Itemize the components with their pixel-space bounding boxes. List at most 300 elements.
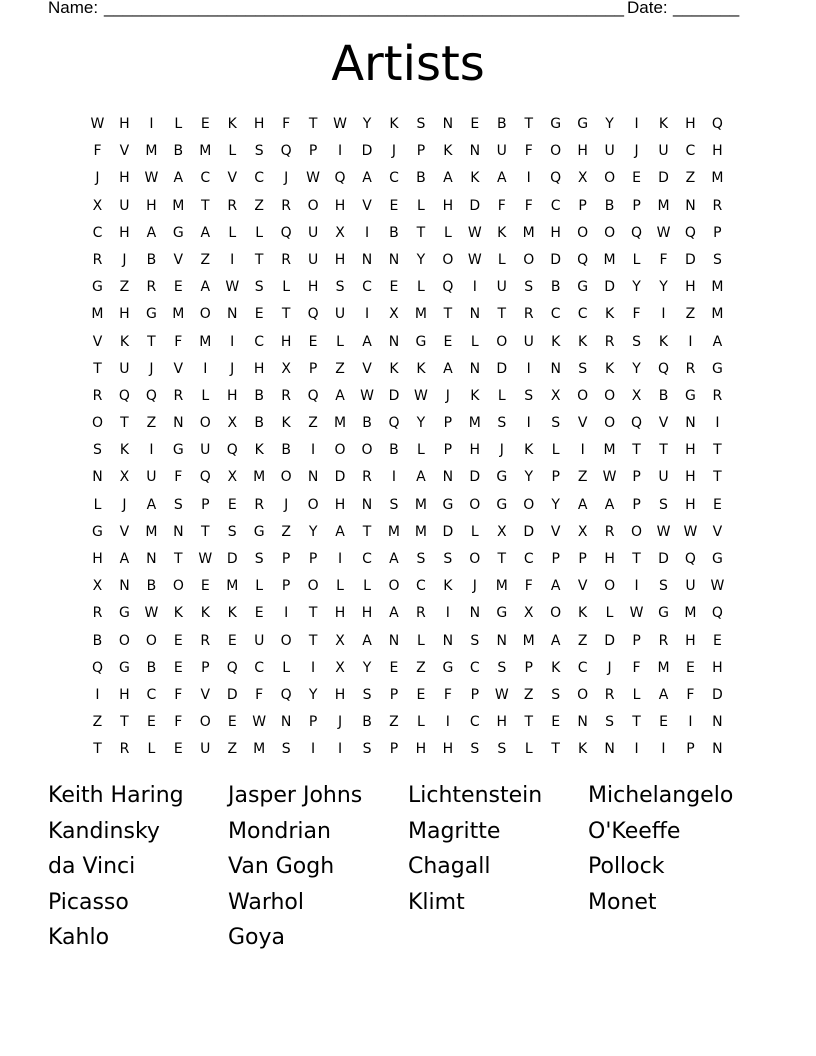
grid-letter[interactable]: M <box>387 523 400 540</box>
grid-letter[interactable]: U <box>200 442 211 459</box>
grid-letter[interactable]: S <box>524 279 534 296</box>
grid-letter[interactable]: N <box>469 360 481 377</box>
grid-letter[interactable]: I <box>337 143 343 160</box>
grid-letter[interactable]: S <box>497 741 507 758</box>
grid-letter[interactable]: S <box>362 741 372 758</box>
grid-letter[interactable]: W <box>467 251 482 268</box>
grid-letter[interactable]: L <box>497 387 506 404</box>
grid-letter[interactable]: S <box>227 523 237 540</box>
grid-letter[interactable]: I <box>715 415 720 432</box>
grid-letter[interactable]: M <box>522 224 535 241</box>
grid-letter[interactable]: I <box>445 605 450 622</box>
grid-letter[interactable]: Z <box>281 523 291 540</box>
grid-letter[interactable]: O <box>496 333 508 350</box>
grid-letter[interactable]: S <box>497 659 507 676</box>
grid-letter[interactable]: H <box>712 143 723 160</box>
grid-letter[interactable]: Q <box>280 686 292 703</box>
grid-letter[interactable]: W <box>333 116 347 132</box>
grid-letter[interactable]: M <box>657 197 670 214</box>
grid-letter[interactable]: O <box>469 551 481 567</box>
grid-letter[interactable]: K <box>551 333 561 350</box>
grid-letter[interactable]: G <box>172 224 184 241</box>
grid-letter[interactable]: N <box>307 469 319 486</box>
grid-letter[interactable]: G <box>442 496 454 513</box>
grid-letter[interactable]: P <box>524 659 533 676</box>
grid-letter[interactable]: Z <box>92 714 103 731</box>
grid-letter[interactable]: A <box>362 170 372 187</box>
grid-letter[interactable]: Q <box>657 360 669 377</box>
grid-letter[interactable]: A <box>577 496 588 513</box>
grid-letter[interactable]: C <box>577 306 588 323</box>
grid-letter[interactable]: X <box>281 360 291 377</box>
grid-letter[interactable]: K <box>119 333 130 350</box>
grid-letter[interactable]: I <box>337 551 343 567</box>
grid-letter[interactable]: Q <box>199 469 211 486</box>
grid-letter[interactable]: M <box>495 578 508 595</box>
grid-letter[interactable]: B <box>281 442 291 459</box>
grid-letter[interactable]: H <box>119 686 130 703</box>
grid-letter[interactable]: E <box>416 686 426 703</box>
grid-letter[interactable]: P <box>389 741 399 758</box>
grid-letter[interactable]: H <box>685 279 696 296</box>
grid-letter[interactable]: B <box>146 251 157 268</box>
grid-letter[interactable]: V <box>362 360 372 377</box>
grid-letter[interactable]: H <box>334 686 346 703</box>
grid-letter[interactable]: A <box>550 632 561 649</box>
grid-letter[interactable]: S <box>470 741 480 758</box>
grid-letter[interactable]: N <box>388 251 400 268</box>
grid-letter[interactable]: O <box>577 686 589 703</box>
grid-letter[interactable]: H <box>307 279 319 296</box>
grid-letter[interactable]: Y <box>362 659 372 676</box>
grid-letter[interactable]: G <box>577 279 589 296</box>
grid-letter[interactable]: F <box>282 116 291 132</box>
grid-letter[interactable]: L <box>470 333 479 350</box>
grid-letter[interactable]: J <box>499 442 504 459</box>
grid-letter[interactable]: O <box>523 496 535 513</box>
grid-letter[interactable]: K <box>389 360 399 377</box>
grid-letter[interactable]: T <box>120 415 129 432</box>
grid-letter[interactable]: O <box>550 605 562 622</box>
grid-letter[interactable]: E <box>470 116 480 132</box>
grid-letter[interactable]: T <box>308 605 318 622</box>
grid-letter[interactable]: S <box>497 415 507 432</box>
grid-letter[interactable]: Q <box>577 251 589 268</box>
grid-letter[interactable]: H <box>119 306 130 323</box>
grid-letter[interactable]: T <box>174 551 183 567</box>
grid-letter[interactable]: A <box>173 170 184 187</box>
grid-letter[interactable]: M <box>522 632 535 649</box>
grid-letter[interactable]: X <box>496 523 507 540</box>
grid-letter[interactable]: D <box>523 523 535 540</box>
grid-letter[interactable]: F <box>524 143 533 160</box>
grid-letter[interactable]: B <box>658 387 669 404</box>
grid-letter[interactable]: D <box>658 551 669 567</box>
grid-letter[interactable]: C <box>254 659 265 676</box>
grid-letter[interactable]: X <box>550 387 561 404</box>
grid-letter[interactable]: J <box>607 659 612 676</box>
grid-letter[interactable]: D <box>226 551 238 567</box>
grid-letter[interactable]: C <box>200 170 211 187</box>
grid-letter[interactable]: M <box>199 333 212 350</box>
grid-letter[interactable]: K <box>470 170 480 187</box>
grid-letter[interactable]: I <box>634 741 639 758</box>
grid-letter[interactable]: H <box>685 496 696 513</box>
grid-letter[interactable]: P <box>308 551 318 567</box>
grid-letter[interactable]: P <box>632 496 641 513</box>
grid-letter[interactable]: M <box>145 143 158 160</box>
grid-letter[interactable]: F <box>497 197 506 214</box>
grid-letter[interactable]: S <box>659 578 668 595</box>
grid-letter[interactable]: S <box>281 741 291 758</box>
grid-letter[interactable]: N <box>119 578 130 595</box>
grid-letter[interactable]: Q <box>91 659 103 676</box>
grid-letter[interactable]: O <box>145 632 157 649</box>
grid-letter[interactable]: X <box>631 387 642 404</box>
grid-letter[interactable]: C <box>389 170 399 187</box>
grid-letter[interactable]: V <box>119 143 130 160</box>
grid-letter[interactable]: Z <box>416 659 426 676</box>
grid-letter[interactable]: W <box>225 279 240 296</box>
grid-letter[interactable]: U <box>146 469 157 486</box>
grid-letter[interactable]: V <box>658 415 669 432</box>
grid-letter[interactable]: Q <box>442 279 454 296</box>
grid-letter[interactable]: Q <box>226 442 238 459</box>
grid-letter[interactable]: Q <box>550 170 562 187</box>
grid-letter[interactable]: H <box>334 496 346 513</box>
grid-letter[interactable]: N <box>685 197 696 214</box>
grid-letter[interactable]: F <box>632 659 641 676</box>
grid-letter[interactable]: J <box>149 360 154 377</box>
grid-letter[interactable]: E <box>173 659 183 676</box>
grid-letter[interactable]: E <box>227 632 237 649</box>
grid-letter[interactable]: P <box>578 551 587 567</box>
grid-letter[interactable]: D <box>658 170 669 187</box>
grid-letter[interactable]: P <box>201 496 210 513</box>
grid-letter[interactable]: Q <box>388 415 400 432</box>
grid-letter[interactable]: M <box>226 578 239 595</box>
grid-letter[interactable]: A <box>335 387 345 404</box>
grid-letter[interactable]: N <box>442 632 454 649</box>
grid-letter[interactable]: Y <box>362 116 372 132</box>
grid-letter[interactable]: N <box>496 632 508 649</box>
grid-letter[interactable]: T <box>632 551 641 567</box>
grid-letter[interactable]: K <box>604 306 615 323</box>
grid-letter[interactable]: X <box>227 469 238 486</box>
grid-letter[interactable]: H <box>253 360 265 377</box>
grid-letter[interactable]: T <box>416 224 426 241</box>
grid-letter[interactable]: T <box>308 116 318 132</box>
grid-letter[interactable]: K <box>497 224 507 241</box>
grid-letter[interactable]: I <box>634 116 639 132</box>
grid-letter[interactable]: G <box>496 469 508 486</box>
grid-letter[interactable]: B <box>173 143 184 160</box>
grid-letter[interactable]: Z <box>146 415 157 432</box>
grid-letter[interactable]: I <box>445 714 450 731</box>
grid-letter[interactable]: J <box>284 496 289 513</box>
grid-letter[interactable]: S <box>578 360 588 377</box>
grid-letter[interactable]: I <box>391 469 397 486</box>
grid-letter[interactable]: S <box>551 415 561 432</box>
grid-letter[interactable]: S <box>443 551 453 567</box>
grid-letter[interactable]: Q <box>334 170 346 187</box>
grid-letter[interactable]: E <box>632 170 641 187</box>
grid-letter[interactable]: S <box>551 686 561 703</box>
grid-letter[interactable]: V <box>227 170 238 187</box>
grid-letter[interactable]: U <box>307 251 319 268</box>
grid-letter[interactable]: H <box>712 659 723 676</box>
grid-letter[interactable]: L <box>336 578 344 595</box>
grid-letter[interactable]: H <box>685 632 696 649</box>
grid-letter[interactable]: F <box>255 686 264 703</box>
grid-letter[interactable]: E <box>254 605 264 622</box>
grid-letter[interactable]: H <box>442 197 454 214</box>
grid-letter[interactable]: I <box>526 360 531 377</box>
grid-letter[interactable]: O <box>334 442 346 459</box>
grid-letter[interactable]: O <box>469 496 481 513</box>
grid-letter[interactable]: O <box>307 197 319 214</box>
grid-letter[interactable]: W <box>467 224 482 241</box>
grid-letter[interactable]: D <box>604 632 615 649</box>
grid-letter[interactable]: B <box>550 279 561 296</box>
grid-letter[interactable]: J <box>472 578 477 595</box>
grid-letter[interactable]: U <box>523 333 534 350</box>
grid-letter[interactable]: H <box>496 714 508 731</box>
grid-letter[interactable]: B <box>389 224 399 241</box>
grid-letter[interactable]: M <box>711 306 724 323</box>
grid-letter[interactable]: I <box>95 686 100 703</box>
grid-letter[interactable]: B <box>416 170 426 187</box>
grid-letter[interactable]: L <box>147 741 156 758</box>
grid-letter[interactable]: Q <box>711 605 723 622</box>
grid-letter[interactable]: I <box>364 224 370 241</box>
grid-letter[interactable]: V <box>119 523 130 540</box>
grid-letter[interactable]: Q <box>307 306 319 323</box>
grid-letter[interactable]: Z <box>119 279 130 296</box>
grid-letter[interactable]: N <box>146 551 157 567</box>
grid-letter[interactable]: L <box>417 442 425 459</box>
grid-letter[interactable]: W <box>198 551 213 567</box>
grid-letter[interactable]: R <box>416 605 426 622</box>
grid-letter[interactable]: F <box>659 251 668 268</box>
grid-letter[interactable]: M <box>414 523 427 540</box>
grid-letter[interactable]: X <box>119 469 130 486</box>
grid-letter[interactable]: M <box>253 741 266 758</box>
grid-letter[interactable]: K <box>227 116 237 132</box>
grid-letter[interactable]: L <box>470 523 479 540</box>
grid-letter[interactable]: H <box>334 197 346 214</box>
grid-letter[interactable]: X <box>335 632 345 649</box>
grid-letter[interactable]: Q <box>684 551 696 567</box>
grid-letter[interactable]: R <box>685 360 696 377</box>
grid-letter[interactable]: O <box>307 578 319 595</box>
grid-letter[interactable]: W <box>144 605 159 622</box>
grid-letter[interactable]: W <box>360 387 374 404</box>
grid-letter[interactable]: S <box>712 251 722 268</box>
grid-letter[interactable]: Z <box>577 469 588 486</box>
grid-letter[interactable]: W <box>656 523 671 540</box>
grid-letter[interactable]: E <box>659 714 668 731</box>
grid-letter[interactable]: H <box>685 469 696 486</box>
grid-letter[interactable]: F <box>524 197 533 214</box>
grid-letter[interactable]: A <box>362 632 372 649</box>
grid-letter[interactable]: O <box>577 387 589 404</box>
grid-letter[interactable]: R <box>146 279 157 296</box>
grid-letter[interactable]: T <box>551 741 560 758</box>
grid-letter[interactable]: G <box>415 333 427 350</box>
grid-letter[interactable]: Z <box>577 632 588 649</box>
grid-letter[interactable]: G <box>253 523 265 540</box>
grid-letter[interactable]: V <box>200 686 211 703</box>
grid-letter[interactable]: M <box>711 279 724 296</box>
name-field[interactable]: _______________________________________________________ <box>104 0 625 17</box>
grid-letter[interactable]: J <box>230 360 235 377</box>
grid-letter[interactable]: Q <box>631 224 643 241</box>
grid-letter[interactable]: V <box>173 360 184 377</box>
grid-letter[interactable]: N <box>442 469 454 486</box>
grid-letter[interactable]: A <box>362 333 372 350</box>
grid-letter[interactable]: L <box>497 251 506 268</box>
grid-letter[interactable]: A <box>496 170 507 187</box>
grid-letter[interactable]: J <box>284 170 289 187</box>
grid-letter[interactable]: L <box>417 279 425 296</box>
grid-letter[interactable]: H <box>280 333 292 350</box>
grid-letter[interactable]: F <box>93 143 102 160</box>
grid-letter[interactable]: U <box>334 306 346 323</box>
grid-letter[interactable]: G <box>496 605 508 622</box>
grid-letter[interactable]: S <box>524 387 534 404</box>
grid-letter[interactable]: N <box>442 116 454 132</box>
grid-letter[interactable]: H <box>92 551 103 567</box>
grid-letter[interactable]: Z <box>335 360 345 377</box>
grid-letter[interactable]: D <box>442 523 454 540</box>
grid-letter[interactable]: C <box>254 333 265 350</box>
grid-letter[interactable]: S <box>416 116 426 132</box>
grid-letter[interactable]: E <box>146 714 156 731</box>
grid-letter[interactable]: T <box>201 197 210 214</box>
grid-letter[interactable]: I <box>472 279 477 296</box>
grid-letter[interactable]: H <box>119 170 130 187</box>
grid-letter[interactable]: O <box>199 714 211 731</box>
grid-letter[interactable]: O <box>91 415 103 432</box>
grid-letter[interactable]: F <box>174 333 183 350</box>
grid-letter[interactable]: S <box>335 279 345 296</box>
grid-letter[interactable]: I <box>634 578 639 595</box>
grid-letter[interactable]: I <box>149 116 154 132</box>
grid-letter[interactable]: C <box>577 659 588 676</box>
grid-letter[interactable]: S <box>173 496 183 513</box>
grid-letter[interactable]: P <box>308 714 318 731</box>
grid-letter[interactable]: W <box>90 116 105 132</box>
grid-letter[interactable]: N <box>361 251 373 268</box>
grid-letter[interactable]: N <box>712 741 723 758</box>
grid-letter[interactable]: S <box>254 279 264 296</box>
grid-letter[interactable]: B <box>389 442 399 459</box>
grid-letter[interactable]: U <box>254 632 265 649</box>
grid-letter[interactable]: P <box>686 741 695 758</box>
grid-letter[interactable]: O <box>118 632 130 649</box>
grid-letter[interactable]: G <box>711 360 723 377</box>
grid-letter[interactable]: O <box>550 143 562 160</box>
grid-letter[interactable]: R <box>712 387 723 404</box>
grid-letter[interactable]: H <box>361 605 373 622</box>
grid-letter[interactable]: J <box>634 143 639 160</box>
grid-letter[interactable]: C <box>362 279 372 296</box>
grid-letter[interactable]: T <box>497 551 507 567</box>
grid-letter[interactable]: F <box>174 469 183 486</box>
grid-letter[interactable]: K <box>658 333 669 350</box>
grid-letter[interactable]: X <box>92 197 103 214</box>
grid-letter[interactable]: L <box>174 116 183 132</box>
grid-letter[interactable]: Q <box>226 659 238 676</box>
grid-letter[interactable]: M <box>145 523 158 540</box>
grid-letter[interactable]: V <box>577 415 588 432</box>
grid-letter[interactable]: A <box>200 279 211 296</box>
grid-letter[interactable]: K <box>551 659 561 676</box>
grid-letter[interactable]: G <box>550 116 562 132</box>
grid-letter[interactable]: T <box>713 442 722 459</box>
grid-letter[interactable]: S <box>254 551 264 567</box>
grid-letter[interactable]: U <box>658 469 669 486</box>
grid-letter[interactable]: P <box>551 551 560 567</box>
grid-letter[interactable]: M <box>711 170 724 187</box>
grid-letter[interactable]: W <box>656 224 671 241</box>
grid-letter[interactable]: Q <box>280 224 292 241</box>
grid-letter[interactable]: L <box>363 578 371 595</box>
grid-letter[interactable]: H <box>119 224 130 241</box>
grid-letter[interactable]: E <box>389 279 399 296</box>
grid-letter[interactable]: A <box>119 551 130 567</box>
grid-letter[interactable]: R <box>604 523 615 540</box>
grid-letter[interactable]: I <box>580 442 585 459</box>
grid-letter[interactable]: L <box>201 387 210 404</box>
grid-letter[interactable]: N <box>469 605 481 622</box>
grid-letter[interactable]: L <box>524 741 533 758</box>
grid-letter[interactable]: M <box>172 197 185 214</box>
grid-letter[interactable]: X <box>577 170 588 187</box>
grid-letter[interactable]: P <box>389 686 399 703</box>
grid-letter[interactable]: W <box>306 170 321 187</box>
grid-letter[interactable]: H <box>334 605 346 622</box>
grid-letter[interactable]: W <box>683 523 698 540</box>
grid-letter[interactable]: E <box>173 279 183 296</box>
grid-letter[interactable]: E <box>200 578 210 595</box>
grid-letter[interactable]: V <box>577 578 588 595</box>
grid-letter[interactable]: Q <box>631 415 643 432</box>
grid-letter[interactable]: T <box>632 442 641 459</box>
grid-letter[interactable]: A <box>335 523 345 540</box>
grid-letter[interactable]: S <box>632 333 641 350</box>
grid-letter[interactable]: B <box>496 116 507 132</box>
grid-letter[interactable]: Y <box>308 686 318 703</box>
grid-letter[interactable]: H <box>469 442 481 459</box>
grid-letter[interactable]: L <box>255 578 264 595</box>
grid-letter[interactable]: T <box>93 741 102 758</box>
grid-letter[interactable]: R <box>658 632 669 649</box>
grid-letter[interactable]: T <box>443 306 453 323</box>
grid-letter[interactable]: D <box>334 469 346 486</box>
grid-letter[interactable]: J <box>122 251 127 268</box>
grid-letter[interactable]: G <box>145 306 157 323</box>
grid-letter[interactable]: J <box>391 143 397 160</box>
grid-letter[interactable]: Y <box>632 279 641 296</box>
grid-letter[interactable]: D <box>361 143 373 160</box>
grid-letter[interactable]: Y <box>416 415 426 432</box>
grid-letter[interactable]: A <box>200 224 211 241</box>
grid-letter[interactable]: C <box>523 551 534 567</box>
grid-letter[interactable]: M <box>603 442 616 459</box>
grid-letter[interactable]: N <box>469 306 481 323</box>
